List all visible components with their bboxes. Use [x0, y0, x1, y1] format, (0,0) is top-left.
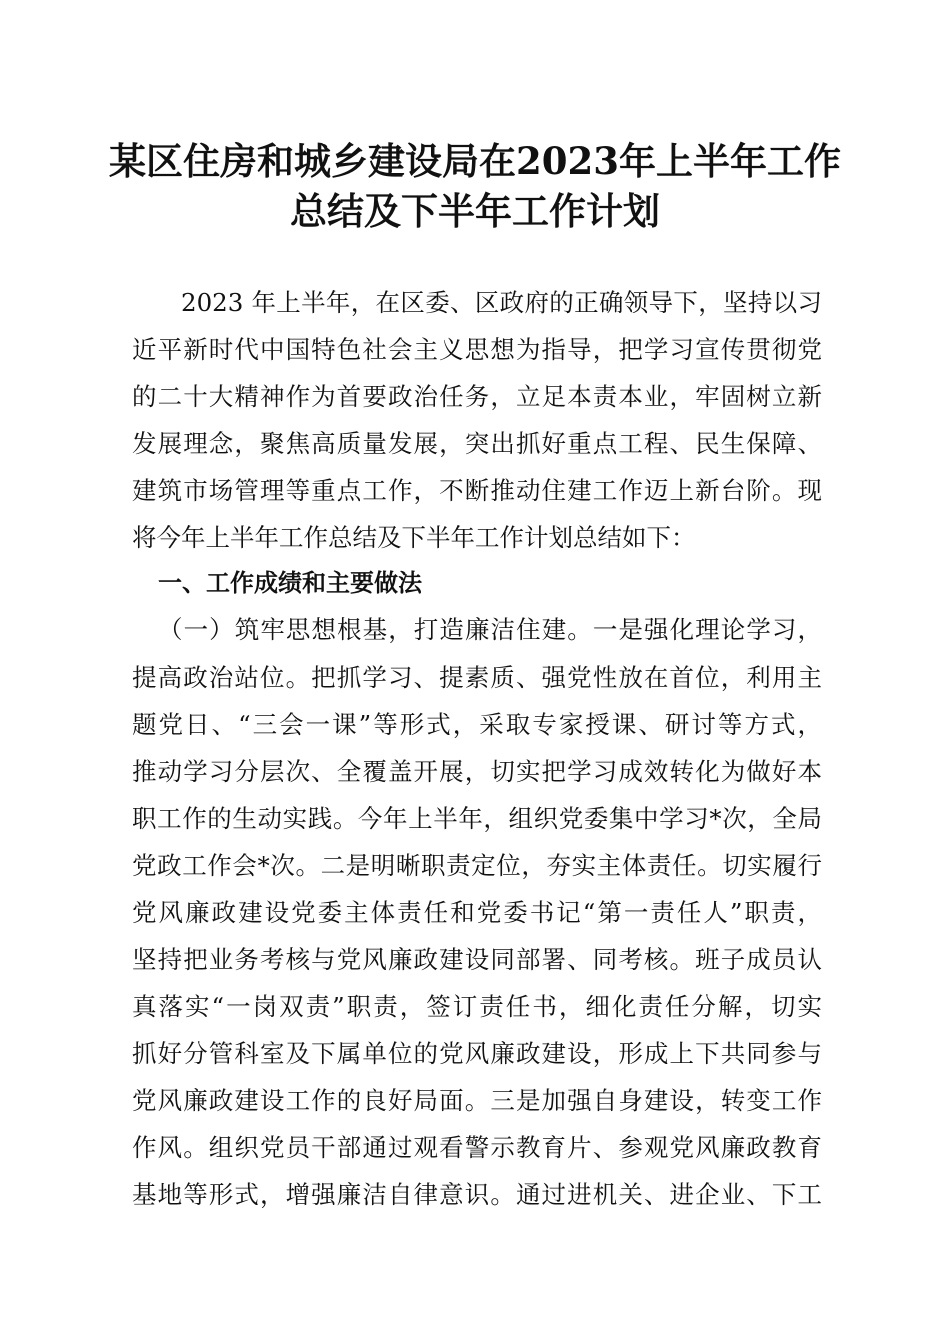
document-title-line-1: 某区住房和城乡建设局在2023年上半年工作	[109, 139, 841, 183]
section-paragraph-line: 基地等形式，增强廉洁自律意识。通过进机关、进企业、下工	[132, 1180, 822, 1209]
section-paragraph-line: 党风廉政建设工作的良好局面。三是加强自身建设，转变工作	[132, 1086, 822, 1115]
intro-paragraph-line: 将今年上半年工作总结及下半年工作计划总结如下：	[132, 523, 696, 552]
section-paragraph-line: 作风。组织党员干部通过观看警示教育片、参观党风廉政教育	[132, 1133, 822, 1162]
section-paragraph-line: 职工作的生动实践。今年上半年，组织党委集中学习*次，全局	[132, 804, 822, 833]
document-title-line-2: 总结及下半年工作计划	[290, 189, 660, 233]
intro-paragraph-line: 2023 年上半年，在区委、区政府的正确领导下，坚持以习	[181, 288, 822, 317]
section-paragraph-line: 提高政治站位。把抓学习、提素质、强党性放在首位，利用主	[132, 663, 822, 692]
intro-paragraph-line: 发展理念，聚焦高质量发展，突出抓好重点工程、民生保障、	[132, 429, 822, 458]
section-heading: 一、工作成绩和主要做法	[158, 569, 422, 597]
section-paragraph-line: 党风廉政建设党委主体责任和党委书记“第一责任人”职责，	[132, 898, 822, 927]
intro-paragraph-line: 的二十大精神作为首要政治任务，立足本责本业，牢固树立新	[132, 382, 822, 411]
intro-paragraph-line: 近平新时代中国特色社会主义思想为指导，把学习宣传贯彻党	[132, 335, 822, 364]
section-paragraph-line: （一）筑牢思想根基，打造廉洁住建。一是强化理论学习，	[158, 615, 822, 644]
section-paragraph-line: 党政工作会*次。二是明晰职责定位，夯实主体责任。切实履行	[132, 851, 822, 880]
section-paragraph-line: 抓好分管科室及下属单位的党风廉政建设，形成上下共同参与	[132, 1039, 822, 1068]
section-paragraph-line: 推动学习分层次、全覆盖开展，切实把学习成效转化为做好本	[132, 757, 822, 786]
section-paragraph-line: 真落实“一岗双责”职责，签订责任书，细化责任分解，切实	[132, 992, 822, 1021]
intro-paragraph-line: 建筑市场管理等重点工作，不断推动住建工作迈上新台阶。现	[132, 476, 822, 505]
section-paragraph-line: 题党日、“三会一课”等形式，采取专家授课、研讨等方式，	[132, 710, 822, 739]
section-paragraph-line: 坚持把业务考核与党风廉政建设同部署、同考核。班子成员认	[132, 945, 822, 974]
